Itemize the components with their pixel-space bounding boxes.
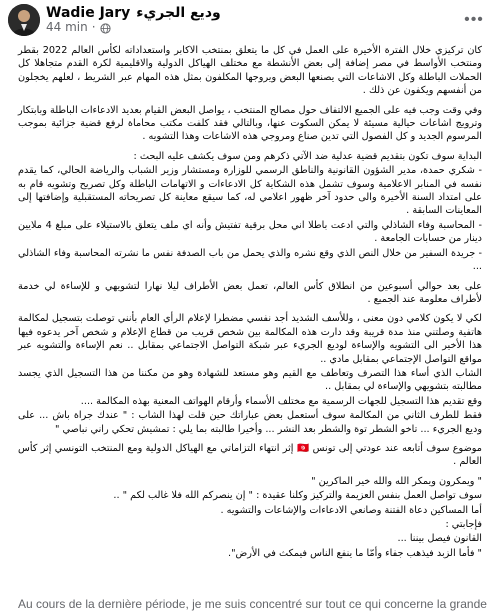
post-body [0,40,500,560]
post-paragraph: كان تركيزي خلال الفترة الأخيرة على العمل في كل ما يتعلق بمنتخب الاكابر واستعداداته لكأس العالم 2022 بقطر ومنتخب الأواسط في مصر إضافة إلى بعض الأنشطة مع مختلف الهياكل الدولية والاقليمية لكرة القدم متجاهلا كل الحملات الباطلة وكل الاشاعات التي يصنعها البعض ويروجها المكلفون بمثل هذه المهام عبر الشريط ، لعلهم يخجلون من أنفسهم ويكفون عن ذلك . [18,45,482,97]
post-paragraph: القانون فيصل بيننا ... [397,533,482,545]
post-paragraph: البداية سوف تكون بتقديم قضية عدلية ضد الآتي ذكرهم ومن سوف يكشف عليه البحث : [133,150,482,162]
post-timestamp[interactable]: 44 min [46,20,88,35]
post-paragraph: " ويمكرون ويمكر الله والله خير الماكرين " [311,475,482,487]
post-paragraph: على بعد حوالي أسبوعين من انطلاق كأس العالم، تعمل بعض الأطراف ليلا نهارا لتشويهي و للإساءة لي خدمة لأطراف معلومة عند الجميع . [18,280,482,305]
post-paragraph: - المحاسبة وفاء الشاذلي والتي ادعت باطلا اني محل برقية تفتيش وأنه اي ملف يتعلق بالاستيلاء على مبلغ 4 ملايين دينار من حسابات الجامعة . [18,219,482,245]
author-name-arabic[interactable]: وديع الجريء [136,5,221,22]
post-paragraph: - شكري حمدة، مدير الشؤون القانونية والناطق الرسمي للوزارة ومستشار وزير الشباب والرياضة الحالي، كما يقدم نفسه في المنابر الاعلامية وسوف تشمل هذه الشكاية كل الادعاءات و الاتهامات الباطلة وكل تصريح وتشويه قام به على امتداد السنة الأخيرة والى حدود آخر ظهور اعلامي له، كما سيقع معاينة كل تصريحاته المستقبلية وإضافتها إلى المعاينات السابقة . [18,165,482,217]
meta-separator: · [91,20,96,35]
post-paragraph: وقع تقديم هذا التسجيل للجهات الرسمية مع مختلف الأسماء وأرقام الهواتف المعنية بهذه المكالمة .... [80,395,482,407]
post-paragraph: موضوع سوف أتابعه عند عودتي إلى تونس 🇹🇳 إثر انتهاء التزاماتي مع الهياكل الدولية ومع المنتخب التونسي إثر كأس العالم . [18,442,482,468]
post-paragraph: أما المساكين دعاة الفتنة وصانعي الادعاءات والإشاعات والتشويه . [220,504,482,516]
author-name-row [46,5,221,21]
author-avatar[interactable] [8,4,40,36]
author-name[interactable]: Wadie Jary [46,5,131,22]
post-paragraph: - جريدة السفير من خلال النص الذي وقع نشره والذي يحمل من باب الصدفة نفس ما نشرته المحاسبة وفاء الشاذلي ... [18,247,482,273]
post-paragraph: سوف تواصل العمل بنفس العزيمة والتركيز وكلنا عقيدة : " إن ينصركم الله فلا غالب لكم " .. [113,490,482,502]
post-paragraph: وفي وقت وجب فيه على الجميع الالتفاف حول مصالح المنتخب ، يواصل البعض القيام بعديد الادعاءات الباطلة وبابتكار وترويج اشاعات حيالية مسيئة لا يمكن السكوت عنها، وبالتالي فقد كلفت مكتب محاماة لرفع قضية جزائية بموجب المرسوم الجديد و كل الفصول التي تدين صناع ومروجي هذه الاشاعات وهذا التشويه . [18,104,482,143]
post-paragraph: فإجابتي : [445,519,482,530]
avatar-image [8,4,40,36]
post-paragraph: الشاب الذي أساء هذا التصرف وتعاطف مع القيم وهو مستعد للشهادة وهو من مكننا من هذا التسجيل الذي يجسد مطالبته بتشويهي والإساءة لي بمقابل .. [18,367,482,393]
post-paragraph: فقط للطرف الثاني من المكالمة سوف أستعمل بعض عباراتك حين قلت لهذا الشاب : " عندك جراة باش ... على وديع الجريء ... تاخو الشطر توة والشطر بعد النشر ... وأخيرا طالبته بما يلي : تمشيش تحكي راني نباصي " [18,410,482,435]
globe-icon [100,23,111,34]
translation-preview[interactable]: Au cours de la dernière période, je me suis concentré sur tout ce qui concerne la grande [18,597,487,611]
post-paragraph: " فأما الزبد فيذهب جفاء وأمّا ما ينفع الناس فيمكث في الأرض". [227,547,482,559]
post-meta [46,21,221,35]
post-paragraph: لكي لا يكون كلامي دون معنى ، وللأسف الشديد أجد نفسي مضطرا لإعلام الرأي العام بأنني توصلت بتسجيل لمكالمة هاتفية وصلتني منذ مدة قريبة وقد دارت هذه المكالمة بين شخص قريب من قطاع الإعلام و شخص آخر يدعوه فيها هذا الأخير الى التشويه والإساءة لوديع الجريء عبر شبكة التواصل الاجتماعي بمقابل .. نعم الإساءة والتشويه عبر مواقع التواصل الإجتماعي بمقابل مادي .. [18,313,482,365]
post-header [0,0,500,40]
more-options-button[interactable]: ••• [460,6,488,34]
author-block [46,5,221,35]
